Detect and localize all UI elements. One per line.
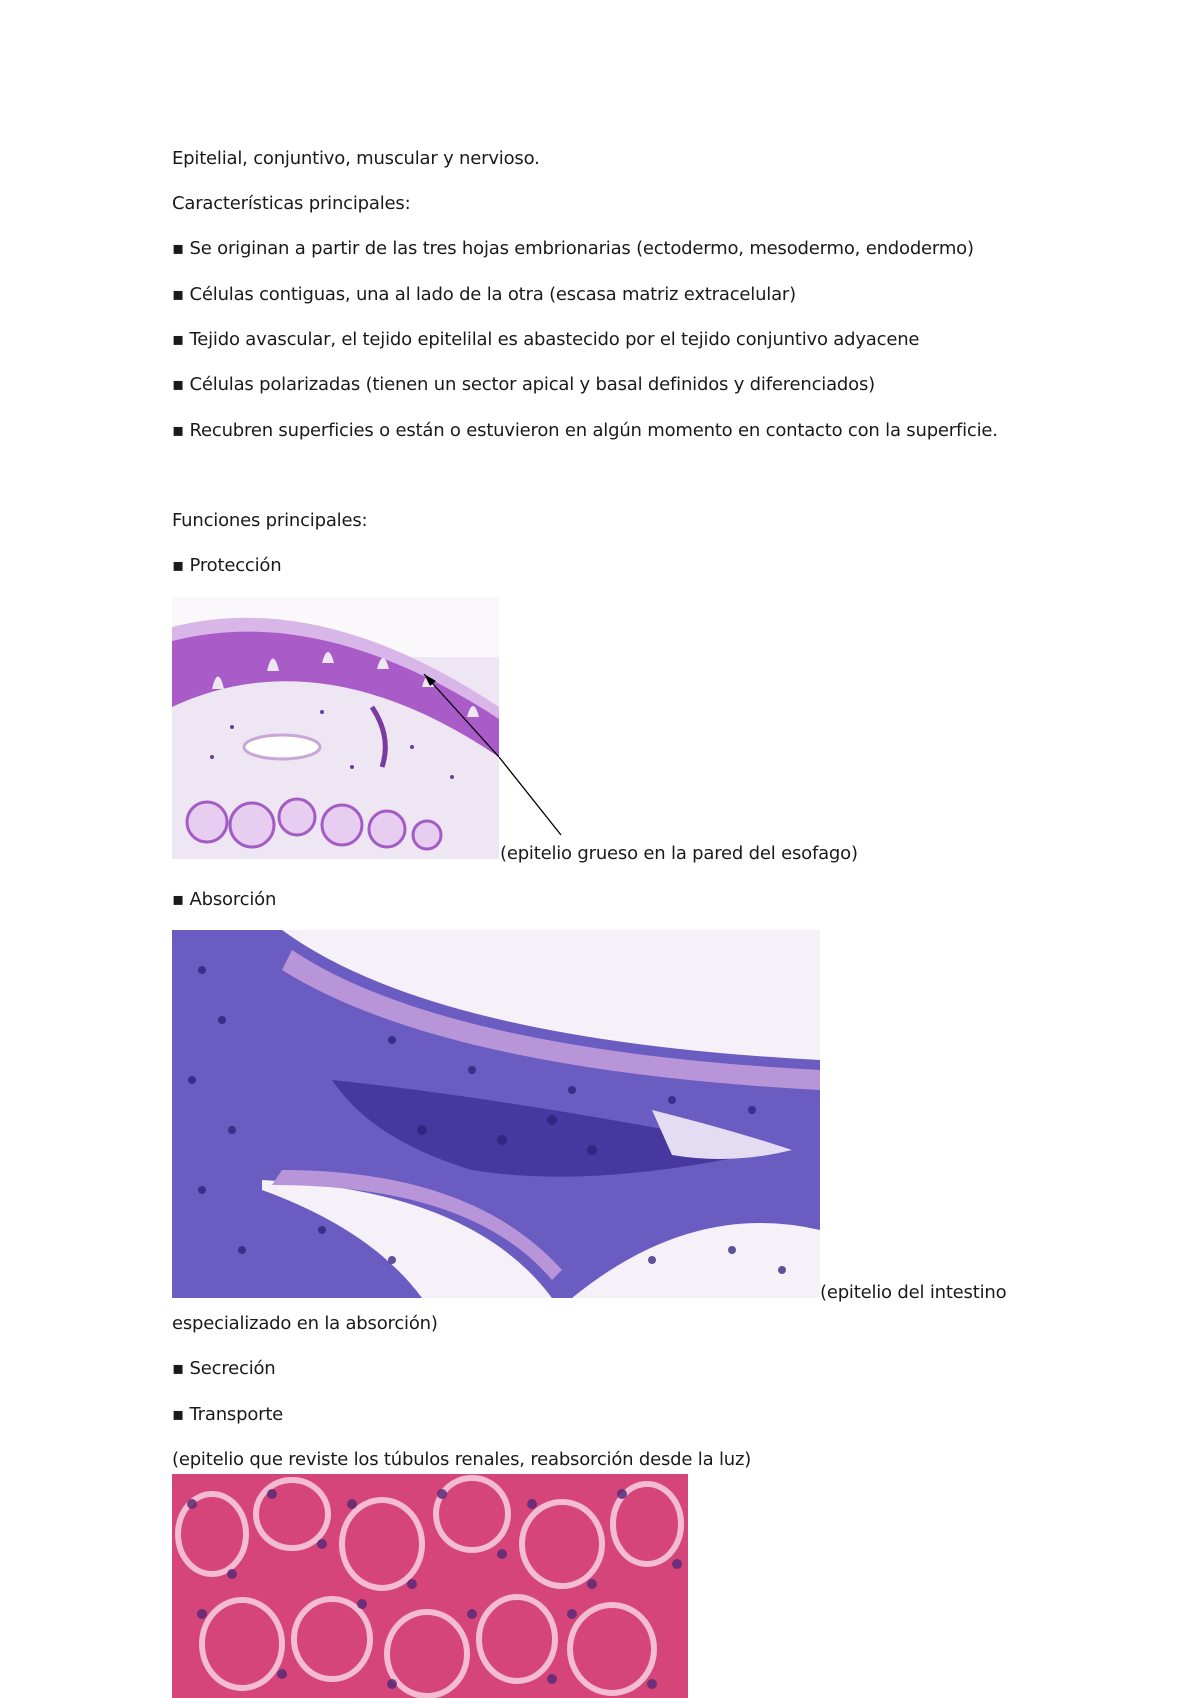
- kidney-tubules-micrograph: [172, 1474, 688, 1698]
- esophagus-micrograph: [172, 597, 499, 859]
- characteristic-item: ▪ Células contiguas, una al lado de la otra (escasa matriz extracelular): [172, 284, 796, 305]
- characteristic-item: ▪ Recubren superficies o están o estuvieron en algún momento en contacto con la superficie.: [172, 420, 998, 441]
- arrow-pointer: [499, 757, 563, 837]
- functions-heading: Funciones principales:: [172, 510, 368, 531]
- function-transport: ▪ Transporte: [172, 1404, 284, 1425]
- intestine-caption-part2: especializado en la absorción): [172, 1313, 438, 1334]
- function-secretion: ▪ Secreción: [172, 1358, 276, 1379]
- intestine-caption-part1: (epitelio del intestino: [820, 1282, 1007, 1303]
- characteristic-item: ▪ Se originan a partir de las tres hojas embrionarias (ectodermo, mesodermo, endodermo): [172, 238, 974, 259]
- esophagus-caption: (epitelio grueso en la pared del esofago): [500, 843, 858, 864]
- function-absorption: ▪ Absorción: [172, 889, 277, 910]
- characteristic-item: ▪ Células polarizadas (tienen un sector apical y basal definidos y diferenciados): [172, 374, 875, 395]
- characteristic-item: ▪ Tejido avascular, el tejido epitelilal es abastecido por el tejido conjuntivo adyacene: [172, 329, 920, 350]
- kidney-caption: (epitelio que reviste los túbulos renales, reabsorción desde la luz): [172, 1449, 752, 1470]
- tissue-types-line: Epitelial, conjuntivo, muscular y nervioso.: [172, 148, 540, 169]
- function-protection: ▪ Protección: [172, 555, 282, 576]
- characteristics-heading: Características principales:: [172, 193, 411, 214]
- intestine-micrograph: [172, 930, 820, 1298]
